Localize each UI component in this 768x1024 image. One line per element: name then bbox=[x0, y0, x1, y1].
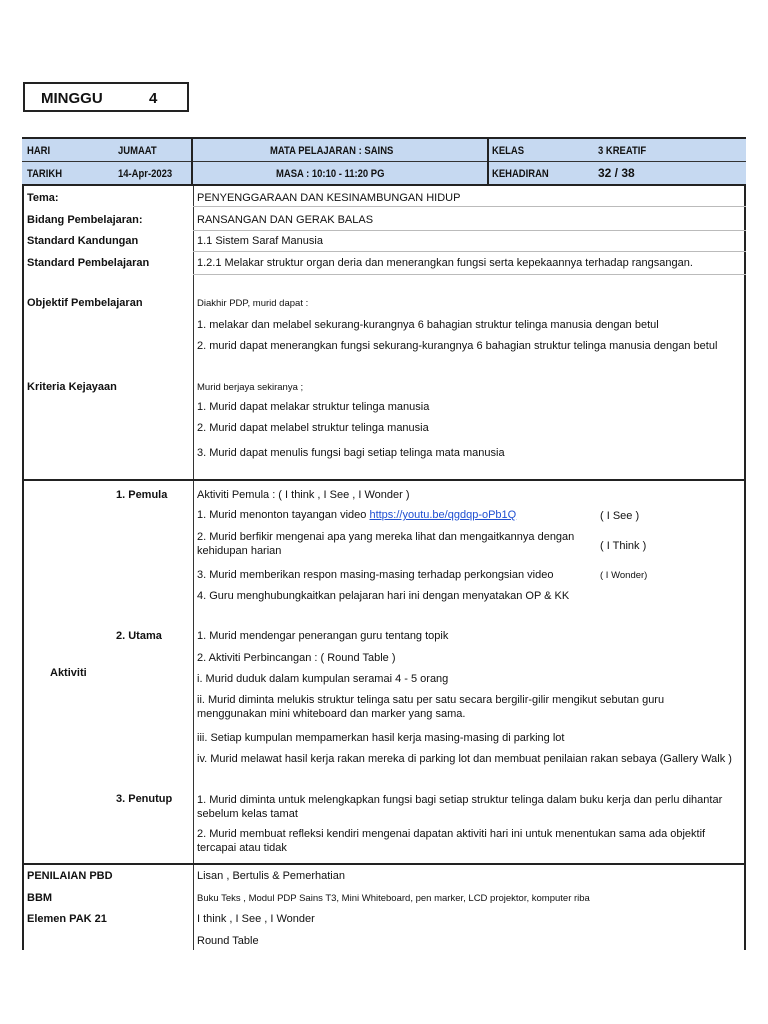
tarikh-value: 14-Apr-2023 bbox=[118, 168, 173, 180]
pbd-label: PENILAIAN PBD bbox=[27, 870, 113, 882]
objektif-item-1: 1. melakar dan melabel sekurang-kurangnya 6 bahagian struktur telinga manusia dengan betul bbox=[197, 319, 659, 331]
kriteria-item-2: 2. Murid dapat melabel struktur telinga manusia bbox=[197, 422, 429, 434]
pemula-item-3-tag: ( I Wonder) bbox=[600, 570, 648, 581]
bbm-label: BBM bbox=[27, 892, 53, 904]
sk-value: 1.1 Sistem Saraf Manusia bbox=[197, 235, 323, 247]
body-column-divider bbox=[193, 186, 194, 950]
row-line bbox=[193, 206, 746, 207]
minggu-label: MINGGU bbox=[41, 90, 103, 107]
minggu-box bbox=[23, 82, 189, 112]
kehadiran-value: 32 / 38 bbox=[598, 166, 635, 180]
pemula-item-3: 3. Murid memberikan respon masing-masing terhadap perkongsian video bbox=[197, 569, 554, 581]
utama-item-4: ii. Murid diminta melukis struktur telinga satu per satu secara bergilir-gilir mengikut sebutan guru menggunakan mini whiteboard dan marker yang sama. bbox=[197, 694, 665, 720]
pemula-item-4: 4. Guru menghubungkaitkan pelajaran hari ini dengan menyatakan OP & KK bbox=[197, 590, 570, 602]
section-divider-aktiviti bbox=[22, 479, 746, 481]
bidang-label: Bidang Pembelajaran: bbox=[27, 214, 143, 226]
minggu-value: 4 bbox=[149, 90, 158, 107]
pak-value-2: Round Table bbox=[197, 935, 259, 947]
kriteria-label: Kriteria Kejayaan bbox=[27, 381, 117, 393]
row-line bbox=[193, 274, 746, 275]
penutup-item-1: 1. Murid diminta untuk melengkapkan fungsi bagi setiap struktur telinga dalam buku kerja dan perlu dihantar sebelum kelas tamat bbox=[197, 794, 723, 820]
subject-title: MATA PELAJARAN : SAINS bbox=[270, 145, 394, 157]
kriteria-item-3: 3. Murid dapat menulis fungsi bagi setiap telinga mata manusia bbox=[197, 447, 505, 459]
pak-value-1: I think , I See , I Wonder bbox=[197, 913, 315, 925]
header-vline-1 bbox=[191, 139, 193, 186]
penutup-item-2: 2. Murid membuat refleksi kendiri mengenai dapatan aktiviti hari ini untuk menentukan sama ada objektif tercapai atau tidak bbox=[197, 828, 706, 854]
pemula-item-1-text: 1. Murid menonton tayangan video bbox=[197, 509, 370, 521]
masa-value: MASA : 10:10 - 11:20 PG bbox=[276, 168, 385, 180]
header-vline-2 bbox=[487, 139, 489, 186]
pemula-label: 1. Pemula bbox=[116, 489, 168, 501]
bidang-value: RANSANGAN DAN GERAK BALAS bbox=[197, 214, 374, 226]
objektif-item-2: 2. murid dapat menerangkan fungsi sekurang-kurangnya 6 bahagian struktur telinga manusia dengan betul bbox=[197, 340, 718, 352]
utama-item-3: i. Murid duduk dalam kumpulan seramai 4 - 5 orang bbox=[197, 673, 449, 685]
kelas-value: 3 KREATIF bbox=[598, 145, 647, 157]
pemula-item-1 bbox=[197, 508, 516, 522]
row-line bbox=[193, 230, 746, 231]
utama-item-5: iii. Setiap kumpulan mempamerkan hasil kerja masing-masing di parking lot bbox=[197, 732, 565, 744]
utama-item-2: 2. Aktiviti Perbincangan : ( Round Table ) bbox=[197, 652, 396, 664]
row-line bbox=[193, 251, 746, 252]
pemula-item-2-tag: ( I Think ) bbox=[600, 540, 647, 552]
video-link[interactable]: https://youtu.be/qgdqp-oPb1Q bbox=[369, 509, 517, 521]
hari-label: HARI bbox=[27, 145, 51, 157]
objektif-label: Objektif Pembelajaran bbox=[27, 297, 143, 309]
tema-value: PENYENGGARAAN DAN KESINAMBUNGAN HIDUP bbox=[197, 192, 461, 204]
sp-label: Standard Pembelajaran bbox=[27, 257, 150, 269]
pemula-item-1-tag: ( I See ) bbox=[600, 510, 640, 522]
kehadiran-label: KEHADIRAN bbox=[492, 168, 549, 180]
header-divider bbox=[22, 184, 746, 186]
tema-label: Tema: bbox=[27, 192, 59, 204]
hari-value: JUMAAT bbox=[118, 145, 157, 157]
utama-label: 2. Utama bbox=[116, 630, 162, 642]
penutup-label: 3. Penutup bbox=[116, 793, 173, 805]
kriteria-intro: Murid berjaya sekiranya ; bbox=[197, 382, 304, 393]
sp-value: 1.2.1 Melakar struktur organ deria dan menerangkan fungsi serta kepekaannya terhadap rangsangan. bbox=[197, 257, 693, 269]
pak-label: Elemen PAK 21 bbox=[27, 913, 107, 925]
utama-item-1: 1. Murid mendengar penerangan guru tentang topik bbox=[197, 630, 449, 642]
utama-item-6: iv. Murid melawat hasil kerja rakan mereka di parking lot dan membuat penilaian rakan sebaya (Gallery Walk ) bbox=[197, 753, 732, 765]
kriteria-item-1: 1. Murid dapat melakar struktur telinga manusia bbox=[197, 401, 430, 413]
bbm-value: Buku Teks , Modul PDP Sains T3, Mini Whiteboard, pen marker, LCD projektor, komputer riba bbox=[197, 893, 590, 904]
pbd-value: Lisan , Bertulis & Pemerhatian bbox=[197, 870, 345, 882]
section-divider-footer bbox=[22, 863, 746, 865]
pemula-item-2: 2. Murid berfikir mengenai apa yang mereka lihat dan mengaitkannya dengan kehidupan harian bbox=[197, 531, 575, 557]
aktiviti-label: Aktiviti bbox=[50, 667, 87, 679]
objektif-intro: Diakhir PDP, murid dapat : bbox=[197, 298, 309, 309]
tarikh-label: TARIKH bbox=[27, 168, 63, 180]
sk-label: Standard Kandungan bbox=[27, 235, 139, 247]
pemula-title: Aktiviti Pemula : ( I think , I See , I Wonder ) bbox=[197, 489, 410, 501]
kelas-label: KELAS bbox=[492, 145, 525, 157]
